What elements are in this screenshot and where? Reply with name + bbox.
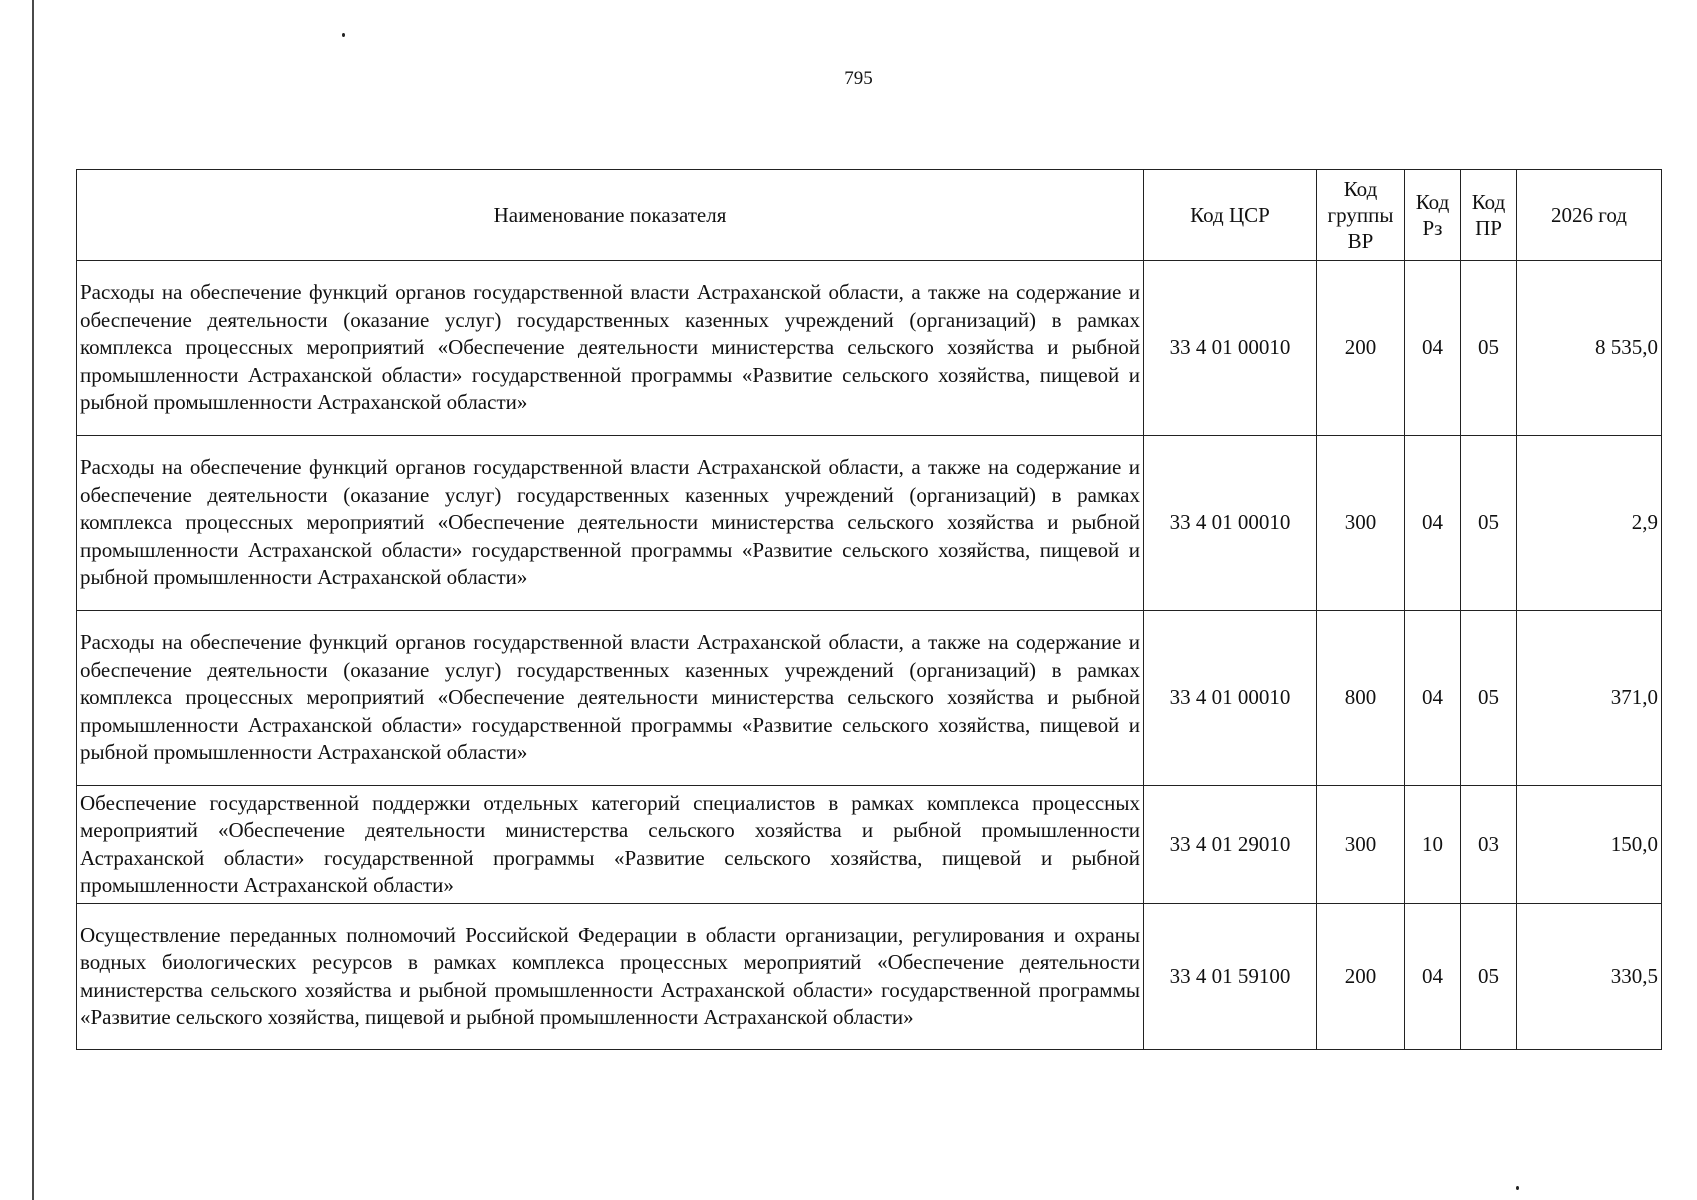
row-code-csr: 33 4 01 00010 <box>1144 436 1317 611</box>
table-row <box>77 611 1662 786</box>
row-code-pr: 03 <box>1461 786 1517 904</box>
header-code-vr: Код группы ВР <box>1317 170 1405 261</box>
scan-speck <box>1516 1186 1519 1190</box>
page-number: 795 <box>844 68 873 89</box>
header-code-csr: Код ЦСР <box>1144 170 1317 261</box>
scan-speck <box>342 33 345 37</box>
row-code-pr: 05 <box>1461 436 1517 611</box>
row-amount: 330,5 <box>1517 904 1662 1050</box>
row-amount: 2,9 <box>1517 436 1662 611</box>
header-code-pr: Код ПР <box>1461 170 1517 261</box>
row-code-vr: 300 <box>1317 786 1405 904</box>
header-year: 2026 год <box>1517 170 1662 261</box>
row-name: Обеспечение государственной поддержки отдельных категорий специалистов в рамках комплекса процессных мероприятий «Обеспечение деятельности министерства сельского хозяйства и рыбной промышленности Астраханской области» государственной программы «Развитие сельского хозяйства, пищевой и рыбной промышленности Астраханской области» <box>77 786 1144 904</box>
row-code-rz: 04 <box>1405 261 1461 436</box>
row-code-vr: 200 <box>1317 904 1405 1050</box>
row-code-rz: 10 <box>1405 786 1461 904</box>
table-row <box>77 436 1662 611</box>
row-amount: 371,0 <box>1517 611 1662 786</box>
row-code-csr: 33 4 01 00010 <box>1144 261 1317 436</box>
binding-margin-line <box>32 0 34 1200</box>
row-name: Расходы на обеспечение функций органов государственной власти Астраханской области, а также на содержание и обеспечение деятельности (оказание услуг) государственных казенных учреждений (организаций) в рамках комплекса процессных мероприятий «Обеспечение деятельности министерства сельского хозяйства и рыбной промышленности Астраханской области» государственной программы «Развитие сельского хозяйства, пищевой и рыбной промышленности Астраханской области» <box>77 436 1144 611</box>
table-row <box>77 904 1662 1050</box>
row-code-vr: 800 <box>1317 611 1405 786</box>
row-code-pr: 05 <box>1461 611 1517 786</box>
row-amount: 150,0 <box>1517 786 1662 904</box>
table-row <box>77 261 1662 436</box>
header-code-rz: Код Рз <box>1405 170 1461 261</box>
row-name: Расходы на обеспечение функций органов государственной власти Астраханской области, а также на содержание и обеспечение деятельности (оказание услуг) государственных казенных учреждений (организаций) в рамках комплекса процессных мероприятий «Обеспечение деятельности министерства сельского хозяйства и рыбной промышленности Астраханской области» государственной программы «Развитие сельского хозяйства, пищевой и рыбной промышленности Астраханской области» <box>77 261 1144 436</box>
row-code-pr: 05 <box>1461 261 1517 436</box>
budget-table <box>76 169 1662 1050</box>
row-code-pr: 05 <box>1461 904 1517 1050</box>
row-code-csr: 33 4 01 29010 <box>1144 786 1317 904</box>
row-name: Расходы на обеспечение функций органов государственной власти Астраханской области, а также на содержание и обеспечение деятельности (оказание услуг) государственных казенных учреждений (организаций) в рамках комплекса процессных мероприятий «Обеспечение деятельности министерства сельского хозяйства и рыбной промышленности Астраханской области» государственной программы «Развитие сельского хозяйства, пищевой и рыбной промышленности Астраханской области» <box>77 611 1144 786</box>
row-amount: 8 535,0 <box>1517 261 1662 436</box>
row-code-rz: 04 <box>1405 611 1461 786</box>
row-code-rz: 04 <box>1405 436 1461 611</box>
row-code-vr: 200 <box>1317 261 1405 436</box>
table-row <box>77 786 1662 904</box>
row-code-csr: 33 4 01 59100 <box>1144 904 1317 1050</box>
row-code-rz: 04 <box>1405 904 1461 1050</box>
header-row <box>77 170 1662 261</box>
table-header <box>77 170 1662 261</box>
row-code-vr: 300 <box>1317 436 1405 611</box>
row-name: Осуществление переданных полномочий Российской Федерации в области организации, регулирования и охраны водных биологических ресурсов в рамках комплекса процессных мероприятий «Обеспечение деятельности министерства сельского хозяйства и рыбной промышленности Астраханской области» государственной программы «Развитие сельского хозяйства, пищевой и рыбной промышленности Астраханской области» <box>77 904 1144 1050</box>
header-name: Наименование показателя <box>77 170 1144 261</box>
row-code-csr: 33 4 01 00010 <box>1144 611 1317 786</box>
table-body <box>77 261 1662 1050</box>
